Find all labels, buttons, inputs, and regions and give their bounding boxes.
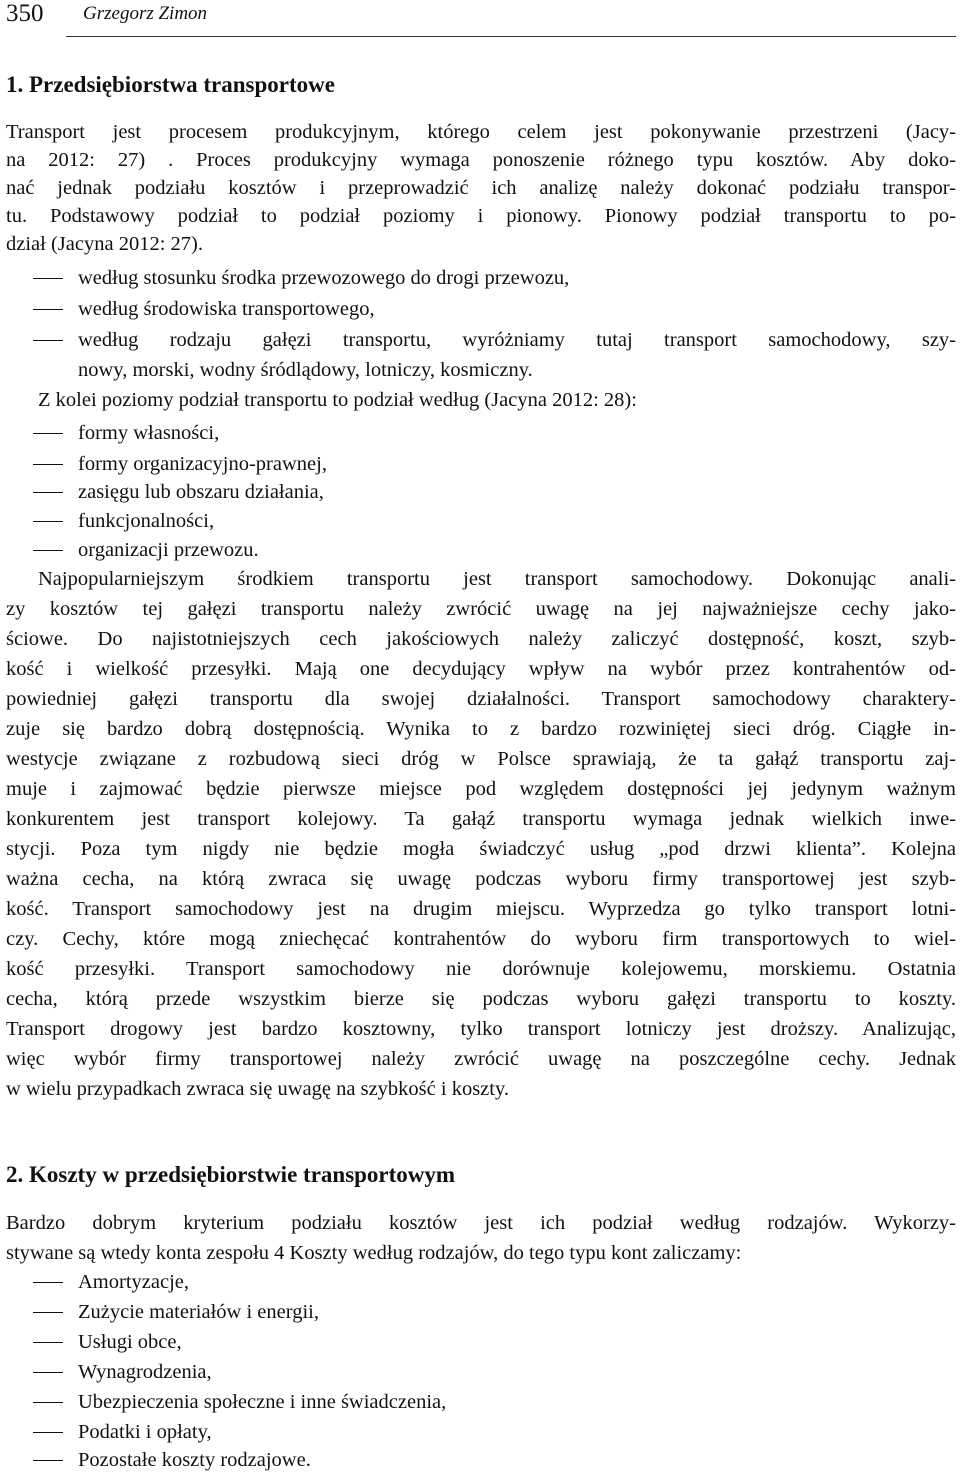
paragraph-line: konkurentem jest transport kolejowy. Ta gałąź transportu wymaga jednak wielkich inwe- (6, 808, 956, 830)
list-item-text: organizacji przewozu. (78, 539, 259, 561)
paragraph-line: nać jednak podziału kosztów i przeprowadzić ich analizę należy dokonać podziału transpor- (6, 177, 956, 199)
running-header (6, 0, 956, 34)
list-item (6, 1388, 956, 1416)
paragraph-line: Transport jest procesem produkcyjnym, którego celem jest pokonywanie przestrzeni (Jacy- (6, 121, 956, 143)
paragraph-line: powiedniej gałęzi transportu dla swojej działalności. Transport samochodowy charaktery- (6, 688, 956, 710)
paragraph-line: kość i wielkość przesyłki. Mają one decydujący wpływ na wybór przez kontrahentów od- (6, 658, 956, 680)
paragraph-line: muje i zajmować będzie pierwsze miejsce pod względem dostępności jej jedynym ważnym (6, 778, 956, 800)
list-item-text: formy własności, (78, 422, 220, 444)
list-item-text: Amortyzacje, (78, 1271, 189, 1293)
list-item-text: formy organizacyjno-prawnej, (78, 453, 327, 475)
list-item (6, 478, 956, 506)
paragraph-line: cecha, którą przede wszystkim bierze się podczas wyboru gałęzi transportu to koszty. (6, 988, 956, 1010)
list-item (6, 1418, 956, 1446)
list-item (6, 1446, 956, 1474)
paragraph-line: zuje się bardzo dobrą dostępnością. Wynika to z bardzo rozwiniętej sieci dróg. Ciągłe in- (6, 718, 956, 740)
list-item-text: według środowiska transportowego, (78, 298, 375, 320)
paragraph-line: stywane są wtedy konta zespołu 4 Koszty według rodzajów, do tego typu kont zaliczamy: (6, 1242, 742, 1264)
list-item (6, 1298, 956, 1326)
paragraph-line: Najpopularniejszym środkiem transportu jest transport samochodowy. Dokonując anali- (38, 568, 956, 590)
list-item (6, 419, 956, 447)
paragraph-line: Z kolei poziomy podział transportu to podział według (Jacyna 2012: 28): (38, 389, 637, 411)
list-item-text: Zużycie materiałów i energii, (78, 1301, 319, 1323)
paragraph-line: kość. Transport samochodowy jest na drugim miejscu. Wyprzedza go tylko transport lotni- (6, 898, 956, 920)
paragraph-line: czy. Cechy, które mogą zniechęcać kontrahentów do wyboru firm transportowych to wiel- (6, 928, 956, 950)
paragraph-line: kość przesyłki. Transport samochodowy nie dorównuje kolejowemu, morskiemu. Ostatnia (6, 958, 956, 980)
header-rule (66, 36, 956, 37)
list-item-text: Wynagrodzenia, (78, 1361, 212, 1383)
list-item (6, 1268, 956, 1296)
paragraph-line: Transport drogowy jest bardzo kosztowny, tylko transport lotniczy jest droższy. Analizując, (6, 1018, 956, 1040)
page-number: 350 (6, 0, 44, 27)
paragraph-line: dział (Jacyna 2012: 27). (6, 233, 203, 255)
paragraph-line: ważna cecha, na którą zwraca się uwagę podczas wyboru firmy transportowej jest szyb- (6, 868, 956, 890)
paragraph-line: tu. Podstawowy podział to podział poziomy i pionowy. Pionowy podział transportu to po- (6, 205, 956, 227)
list-item (6, 450, 956, 478)
paragraph-line: stycji. Poza tym nigdy nie będzie mogła świadczyć usług „pod drzwi klienta”. Kolejna (6, 838, 956, 860)
list-item-text: Pozostałe koszty rodzajowe. (78, 1449, 311, 1471)
list-item (6, 326, 956, 354)
section-1-heading: 1. Przedsiębiorstwa transportowe (6, 72, 335, 97)
paragraph-line: zy kosztów tej gałęzi transportu należy zwrócić uwagę na jej najważniejsze cechy jako- (6, 598, 956, 620)
paragraph-line: na 2012: 27) . Proces produkcyjny wymaga ponoszenie różnego typu kosztów. Aby doko- (6, 149, 956, 171)
list-item (6, 295, 956, 323)
list-item (6, 1328, 956, 1356)
paragraph-line: Bardzo dobrym kryterium podziału kosztów jest ich podział według rodzajów. Wykorzy- (6, 1212, 956, 1234)
list-item (6, 1358, 956, 1386)
paragraph-line: w wielu przypadkach zwraca się uwagę na szybkość i koszty. (6, 1078, 510, 1100)
list-item-continuation: nowy, morski, wodny śródlądowy, lotniczy, kosmiczny. (78, 359, 533, 381)
list-item-text: Podatki i opłaty, (78, 1421, 212, 1443)
list-item-text: według rodzaju gałęzi transportu, wyróżniamy tutaj transport samochodowy, szy- (78, 329, 956, 351)
list-item-text: funkcjonalności, (78, 510, 215, 532)
list-item (6, 507, 956, 535)
running-author: Grzegorz Zimon (83, 3, 208, 24)
section-2-heading: 2. Koszty w przedsiębiorstwie transportowym (6, 1162, 456, 1187)
paragraph-line: więc wybór firmy transportowej należy zwrócić uwagę na poszczególne cechy. Jednak (6, 1048, 956, 1070)
list-item (6, 264, 956, 292)
paragraph-line: westycje związane z rozbudową sieci dróg w Polsce sprawiają, że ta gałąź transportu zaj- (6, 748, 956, 770)
list-item-text: Ubezpieczenia społeczne i inne świadczenia, (78, 1391, 447, 1413)
list-item-text: według stosunku środka przewozowego do drogi przewozu, (78, 267, 570, 289)
list-item-text: Usługi obce, (78, 1331, 182, 1353)
list-item-text: zasięgu lub obszaru działania, (78, 481, 324, 503)
paragraph-line: ściowe. Do najistotniejszych cech jakościowych należy zaliczyć dostępność, koszt, szyb- (6, 628, 956, 650)
list-item (6, 536, 956, 564)
